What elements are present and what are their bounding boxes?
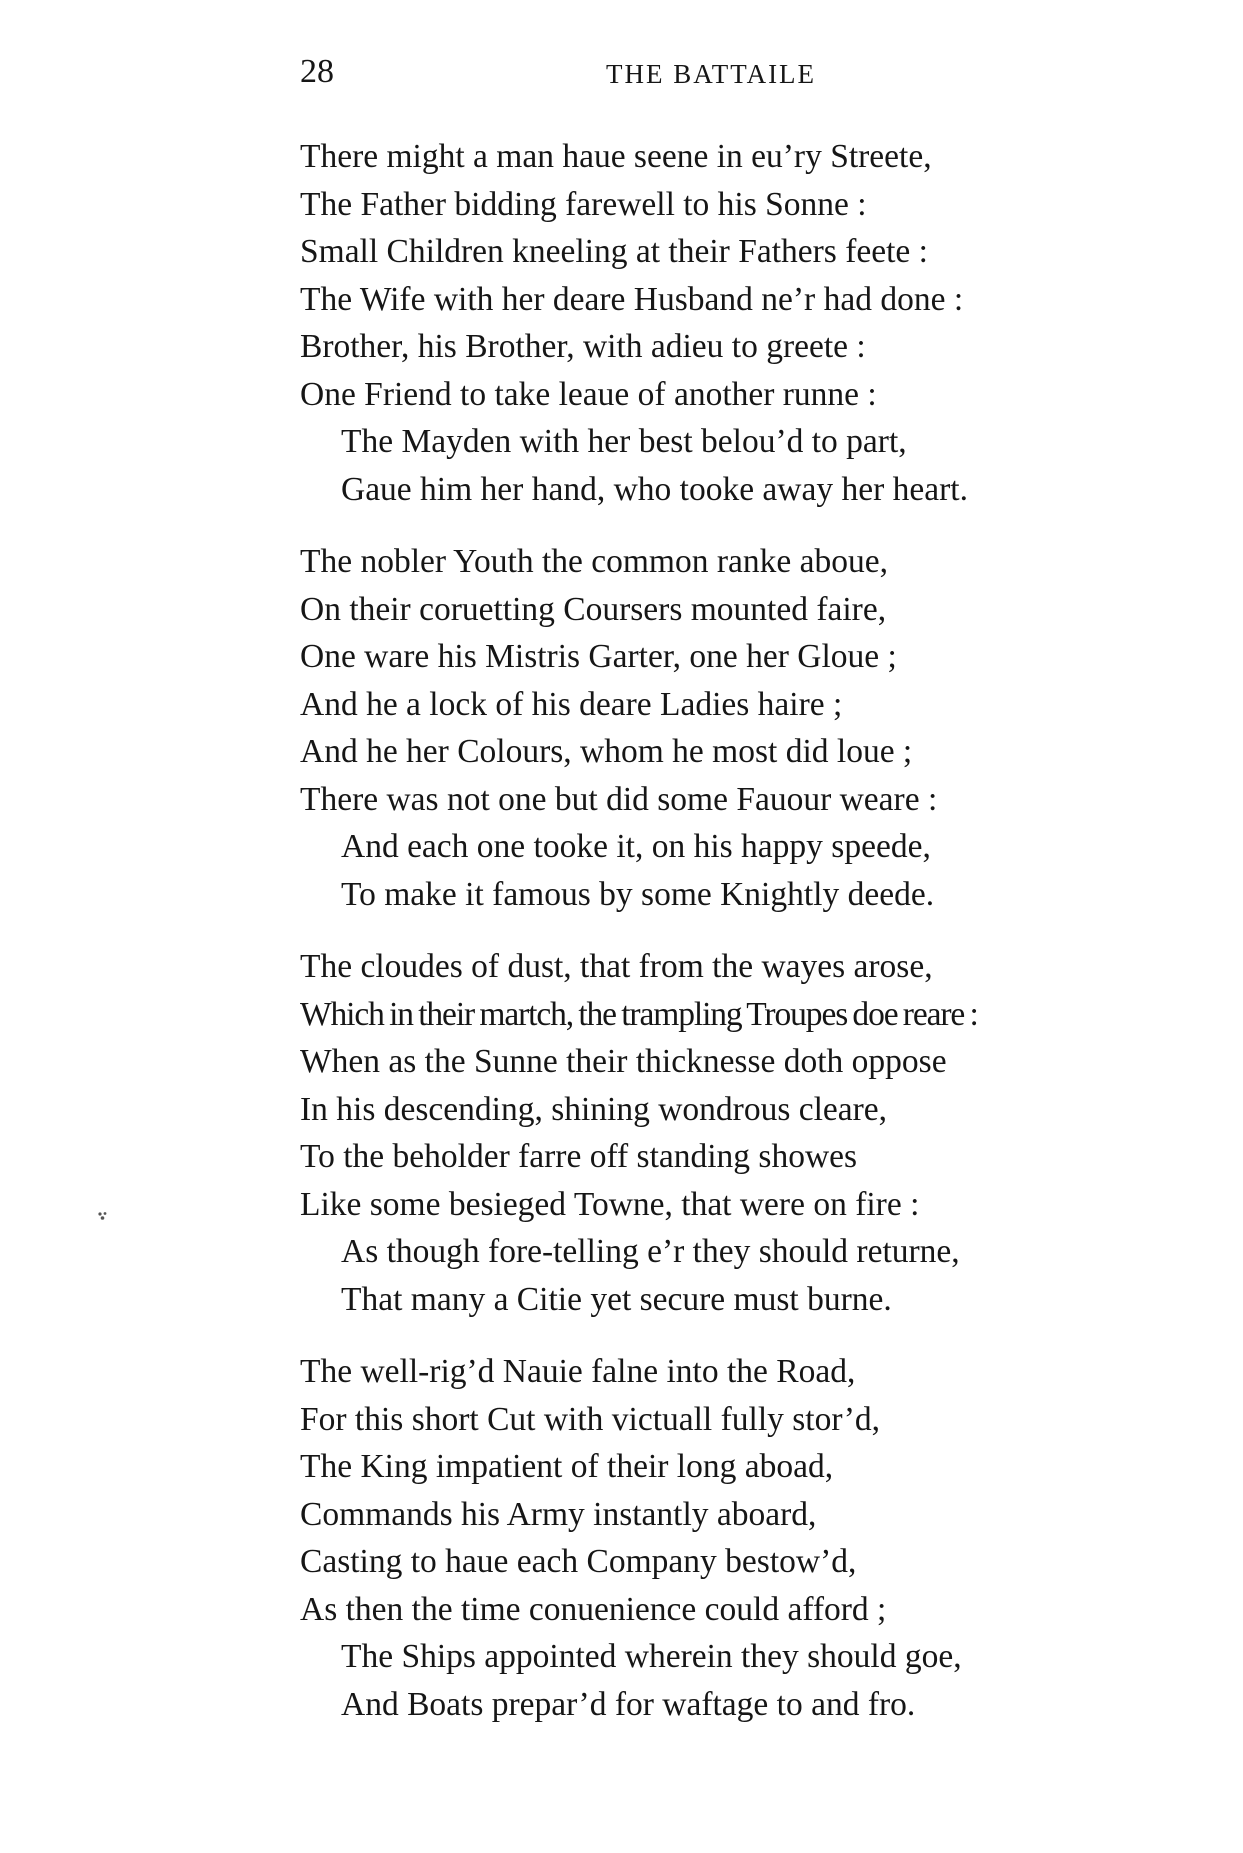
verse-line: The Father bidding farewell to his Sonne : (300, 185, 867, 223)
verse-line: The Ships appointed wherein they should goe, (341, 1638, 962, 1675)
verse-line: The well-rig’d Nauie falne into the Road, (300, 1353, 856, 1390)
verse-line: Gaue him her hand, who tooke away her heart. (341, 470, 968, 508)
verse-line: To make it famous by some Knightly deede. (341, 875, 935, 913)
stanza-2 (300, 538, 1220, 918)
verse-line: There was not one but did some Fauour weare : (300, 780, 938, 818)
verse-line: The King impatient of their long aboad, (300, 1448, 834, 1485)
verse-line: Commands his Army instantly aboard, (300, 1495, 817, 1533)
verse-line: The Wife with her deare Husband ne’r had done : (300, 280, 964, 318)
verse-line: And Boats prepar’d for waftage to and fro. (341, 1685, 916, 1723)
verse-line: Small Children kneeling at their Fathers feete : (300, 233, 928, 270)
verse-line: The cloudes of dust, that from the wayes arose, (300, 948, 933, 985)
verse-line: There might a man haue seene in eu’ry Streete, (300, 138, 932, 175)
verse-line: The nobler Youth the common ranke aboue, (300, 543, 888, 580)
page-number: 28 (300, 53, 334, 90)
verse-line: Brother, his Brother, with adieu to greete : (300, 328, 866, 365)
stanza-4 (300, 1348, 1220, 1728)
verse-line: To the beholder farre off standing showes (300, 1138, 858, 1175)
verse-line: One Friend to take leaue of another runne : (300, 375, 877, 413)
verse-line: When as the Sunne their thicknesse doth oppose (300, 1043, 947, 1080)
verse-line: In his descending, shining wondrous cleare, (300, 1090, 888, 1128)
running-title: THE BATTAILE (606, 59, 817, 89)
verse-line: Casting to haue each Company bestow’d, (300, 1543, 857, 1580)
verse-line: And he her Colours, whom he most did loue ; (300, 733, 913, 770)
verse-line: One ware his Mistris Garter, one her Gloue ; (300, 638, 897, 675)
poem-body (300, 133, 1220, 1753)
stanza-3 (300, 943, 1220, 1323)
printers-ornament-icon (97, 1210, 109, 1222)
verse-line: And he a lock of his deare Ladies haire ; (300, 685, 843, 723)
verse-line: And each one tooke it, on his happy speede, (341, 828, 931, 865)
verse-line: As though fore-telling e’r they should returne, (341, 1233, 960, 1270)
verse-line: Which in their martch, the trampling Troupes doe reare : (300, 995, 978, 1033)
verse-line: That many a Citie yet secure must burne. (341, 1280, 892, 1318)
verse-line: Like some besieged Towne, that were on fire : (300, 1185, 920, 1223)
verse-line: On their coruetting Coursers mounted faire, (300, 590, 887, 628)
stanza-1 (300, 133, 1220, 513)
verse-line: For this short Cut with victuall fully stor’d, (300, 1400, 881, 1438)
verse-line: As then the time conuenience could afford ; (300, 1590, 887, 1628)
page-header (300, 52, 1120, 92)
verse-line: The Mayden with her best belou’d to part, (341, 423, 907, 460)
